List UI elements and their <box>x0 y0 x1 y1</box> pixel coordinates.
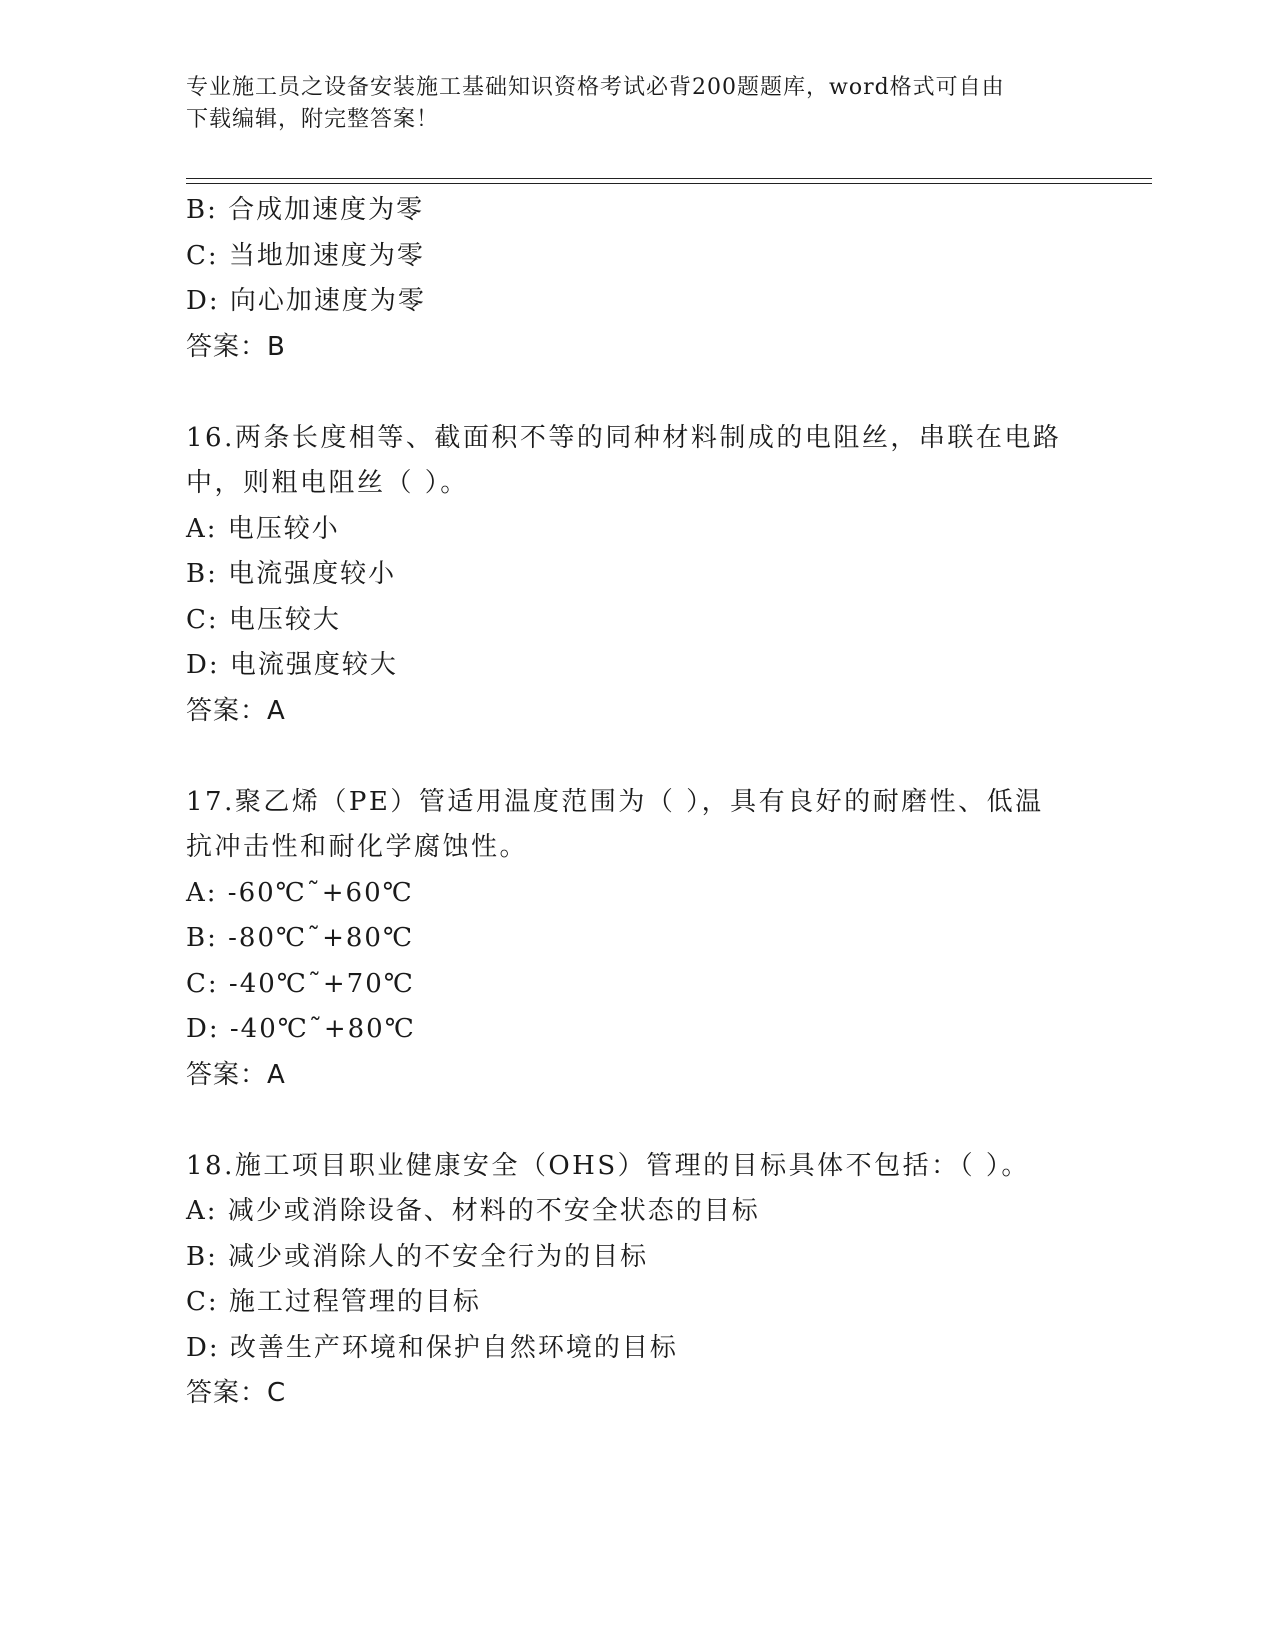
spacer <box>186 734 1086 780</box>
option-d: D: 改善生产环境和保护自然环境的目标 <box>186 1332 678 1363</box>
answer-line: 答案：A <box>186 695 286 726</box>
answer-line: 答案：A <box>186 1059 286 1090</box>
option-c: C: -40℃˜+70℃ <box>186 968 415 999</box>
option-d: D: -40℃˜+80℃ <box>186 1014 416 1044</box>
option-c: C: 电压较大 <box>186 604 341 635</box>
option-c: C: 施工过程管理的目标 <box>186 1287 481 1317</box>
question-stem: 18.施工项目职业健康安全（OHS）管理的目标具体不包括：（ ）。 <box>186 1150 1030 1181</box>
option-b: B: 合成加速度为零 <box>186 195 425 225</box>
question-stem: 17.聚乙烯（PE）管适用温度范围为（ ），具有良好的耐磨性、低温 <box>186 786 1044 817</box>
option-d: D: 电流强度较大 <box>186 650 398 680</box>
option-a: A: 电压较小 <box>186 513 340 544</box>
header-line-2: 下载编辑，附完整答案！ <box>186 107 440 132</box>
question-stem: 抗冲击性和耐化学腐蚀性。 <box>186 832 529 862</box>
option-c: C: 当地加速度为零 <box>186 240 425 271</box>
header-line-1: 专业施工员之设备安装施工基础知识资格考试必背200题题库，word格式可自由 <box>186 75 1005 100</box>
question-list <box>186 188 1086 1417</box>
question-17 <box>186 780 1086 1099</box>
question-16 <box>186 416 1086 735</box>
partial-question <box>186 188 1086 370</box>
header-divider-bottom <box>186 183 1152 184</box>
question-stem: 中，则粗电阻丝（ ）。 <box>186 468 469 498</box>
option-b: B: 减少或消除人的不安全行为的目标 <box>186 1241 649 1272</box>
option-b: B: -80℃˜+80℃ <box>186 923 415 953</box>
question-stem: 16.两条长度相等、截面积不等的同种材料制成的电阻丝，串联在电路 <box>186 422 1062 453</box>
answer-line: 答案：B <box>186 331 286 362</box>
spacer <box>186 1098 1086 1144</box>
option-d: D: 向心加速度为零 <box>186 286 426 316</box>
option-b: B: 电流强度较小 <box>186 559 397 589</box>
document-header <box>186 72 1066 136</box>
question-18 <box>186 1144 1086 1417</box>
answer-line: 答案：C <box>186 1378 287 1408</box>
header-divider-top <box>186 178 1152 179</box>
spacer <box>186 370 1086 416</box>
option-a: A: -60℃˜+60℃ <box>186 877 414 908</box>
option-a: A: 减少或消除设备、材料的不安全状态的目标 <box>186 1196 760 1226</box>
